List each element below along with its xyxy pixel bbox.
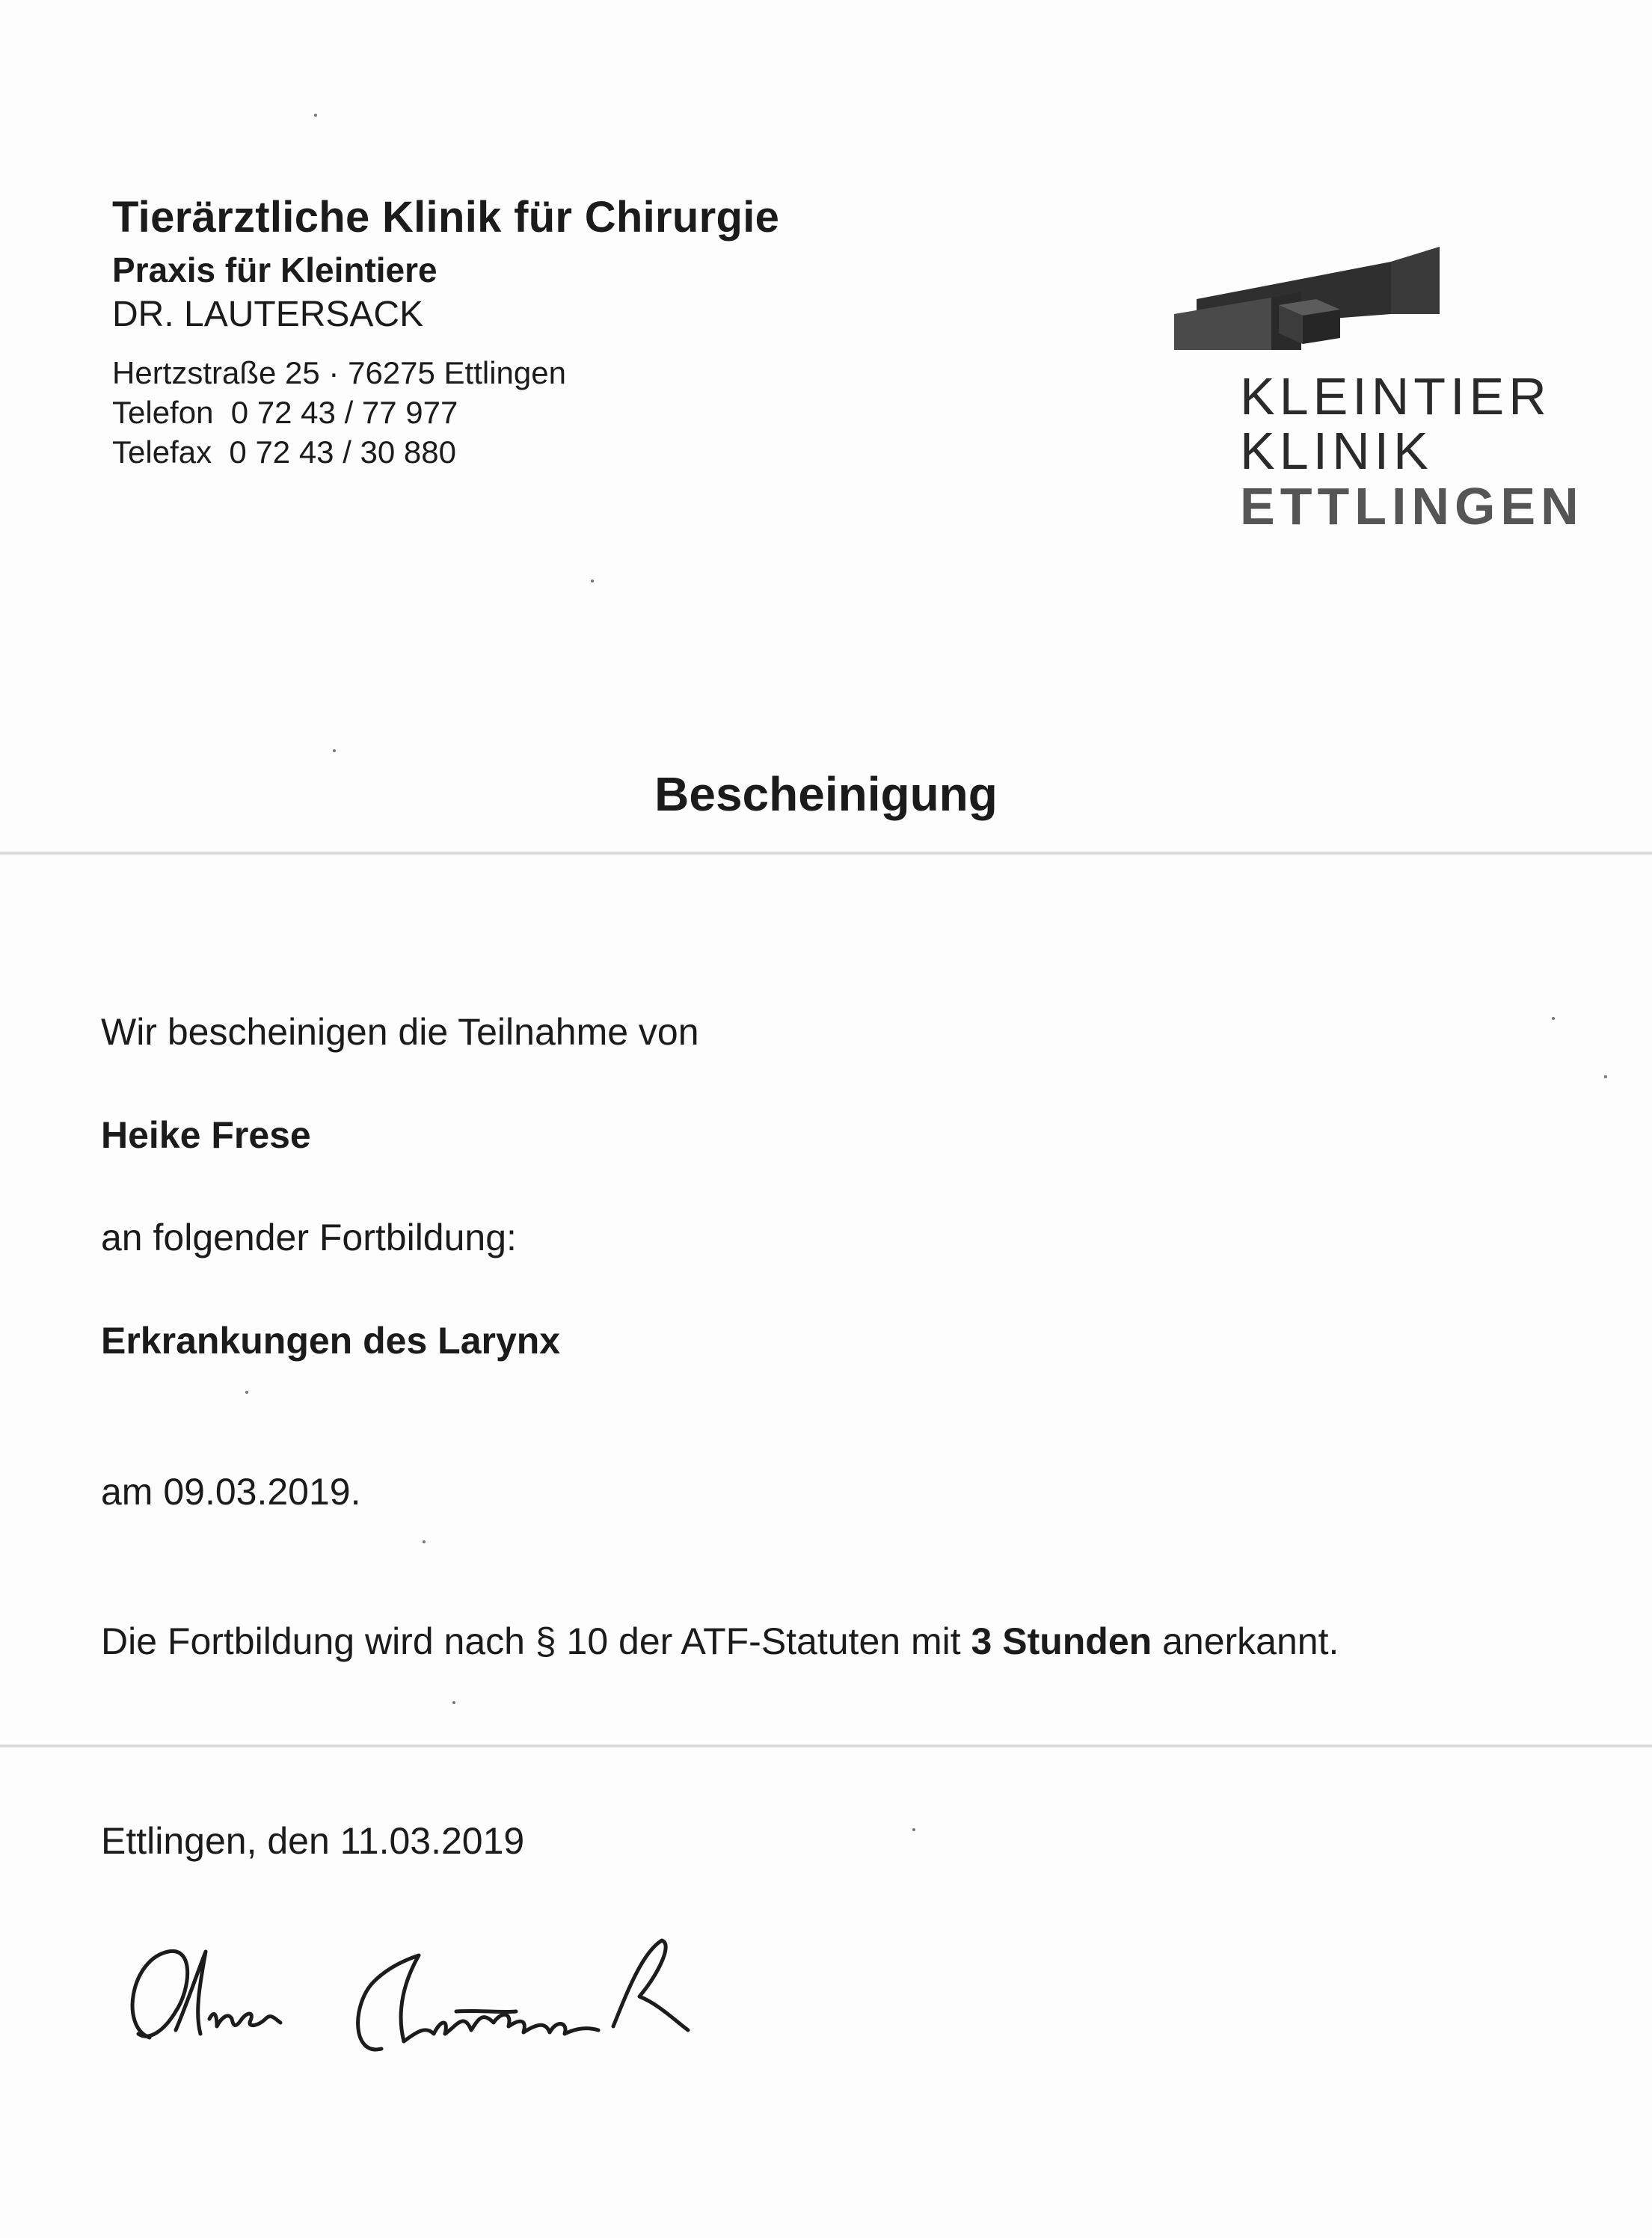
course-title: Erkrankungen des Larynx [101, 1320, 561, 1362]
paper-speck [1552, 1017, 1555, 1020]
building-logo-icon [1167, 217, 1585, 366]
course-date: am 09.03.2019. [101, 1471, 361, 1513]
participant-name: Heike Frese [101, 1114, 311, 1156]
course-intro-text: an folgender Fortbildung: [101, 1217, 517, 1258]
recognition-statement [101, 1619, 1339, 1664]
recognition-hours: 3 Stunden [971, 1620, 1152, 1662]
logo-back-side [1391, 247, 1440, 314]
place-and-date: Ettlingen, den 11.03.2019 [101, 1820, 525, 1862]
doctor-name: DR. LAUTERSACK [112, 295, 424, 334]
logo-text-kleintier: KLEINTIER [1240, 367, 1551, 425]
paper-fold-top [0, 851, 1652, 855]
logo-cube-front [1303, 310, 1340, 344]
paper-speck [423, 1540, 426, 1543]
paper-speck [1604, 1075, 1607, 1078]
phone-line: Telefon 0 72 43 / 77 977 [112, 395, 458, 430]
logo-text-klinik: KLINIK [1240, 422, 1433, 480]
recognition-suffix: anerkannt. [1152, 1620, 1339, 1662]
intro-text: Wir bescheinigen die Teilnahme von [101, 1011, 699, 1053]
paper-speck [333, 749, 336, 752]
address-line: Hertzstraße 25 · 76275 Ettlingen [112, 355, 566, 390]
practice-name: Praxis für Kleintiere [112, 250, 437, 289]
logo-text-ettlingen: ETTLINGEN [1240, 477, 1584, 535]
paper-speck [245, 1391, 248, 1394]
clinic-logo [1167, 217, 1585, 546]
document-title: Bescheinigung [654, 767, 998, 821]
paper-fold-bottom [0, 1744, 1652, 1748]
recognition-prefix: Die Fortbildung wird nach § 10 der ATF-Statuten mit [101, 1620, 971, 1662]
handwritten-signature [105, 1899, 718, 2071]
letterhead [112, 188, 779, 472]
paper-speck [912, 1828, 915, 1831]
paper-speck [314, 114, 317, 117]
paper-speck [452, 1701, 455, 1704]
fax-line: Telefax 0 72 43 / 30 880 [112, 434, 457, 470]
contact-block [112, 353, 779, 472]
paper-speck [591, 580, 594, 582]
clinic-name: Tierärztliche Klinik für Chirurgie [112, 193, 780, 242]
